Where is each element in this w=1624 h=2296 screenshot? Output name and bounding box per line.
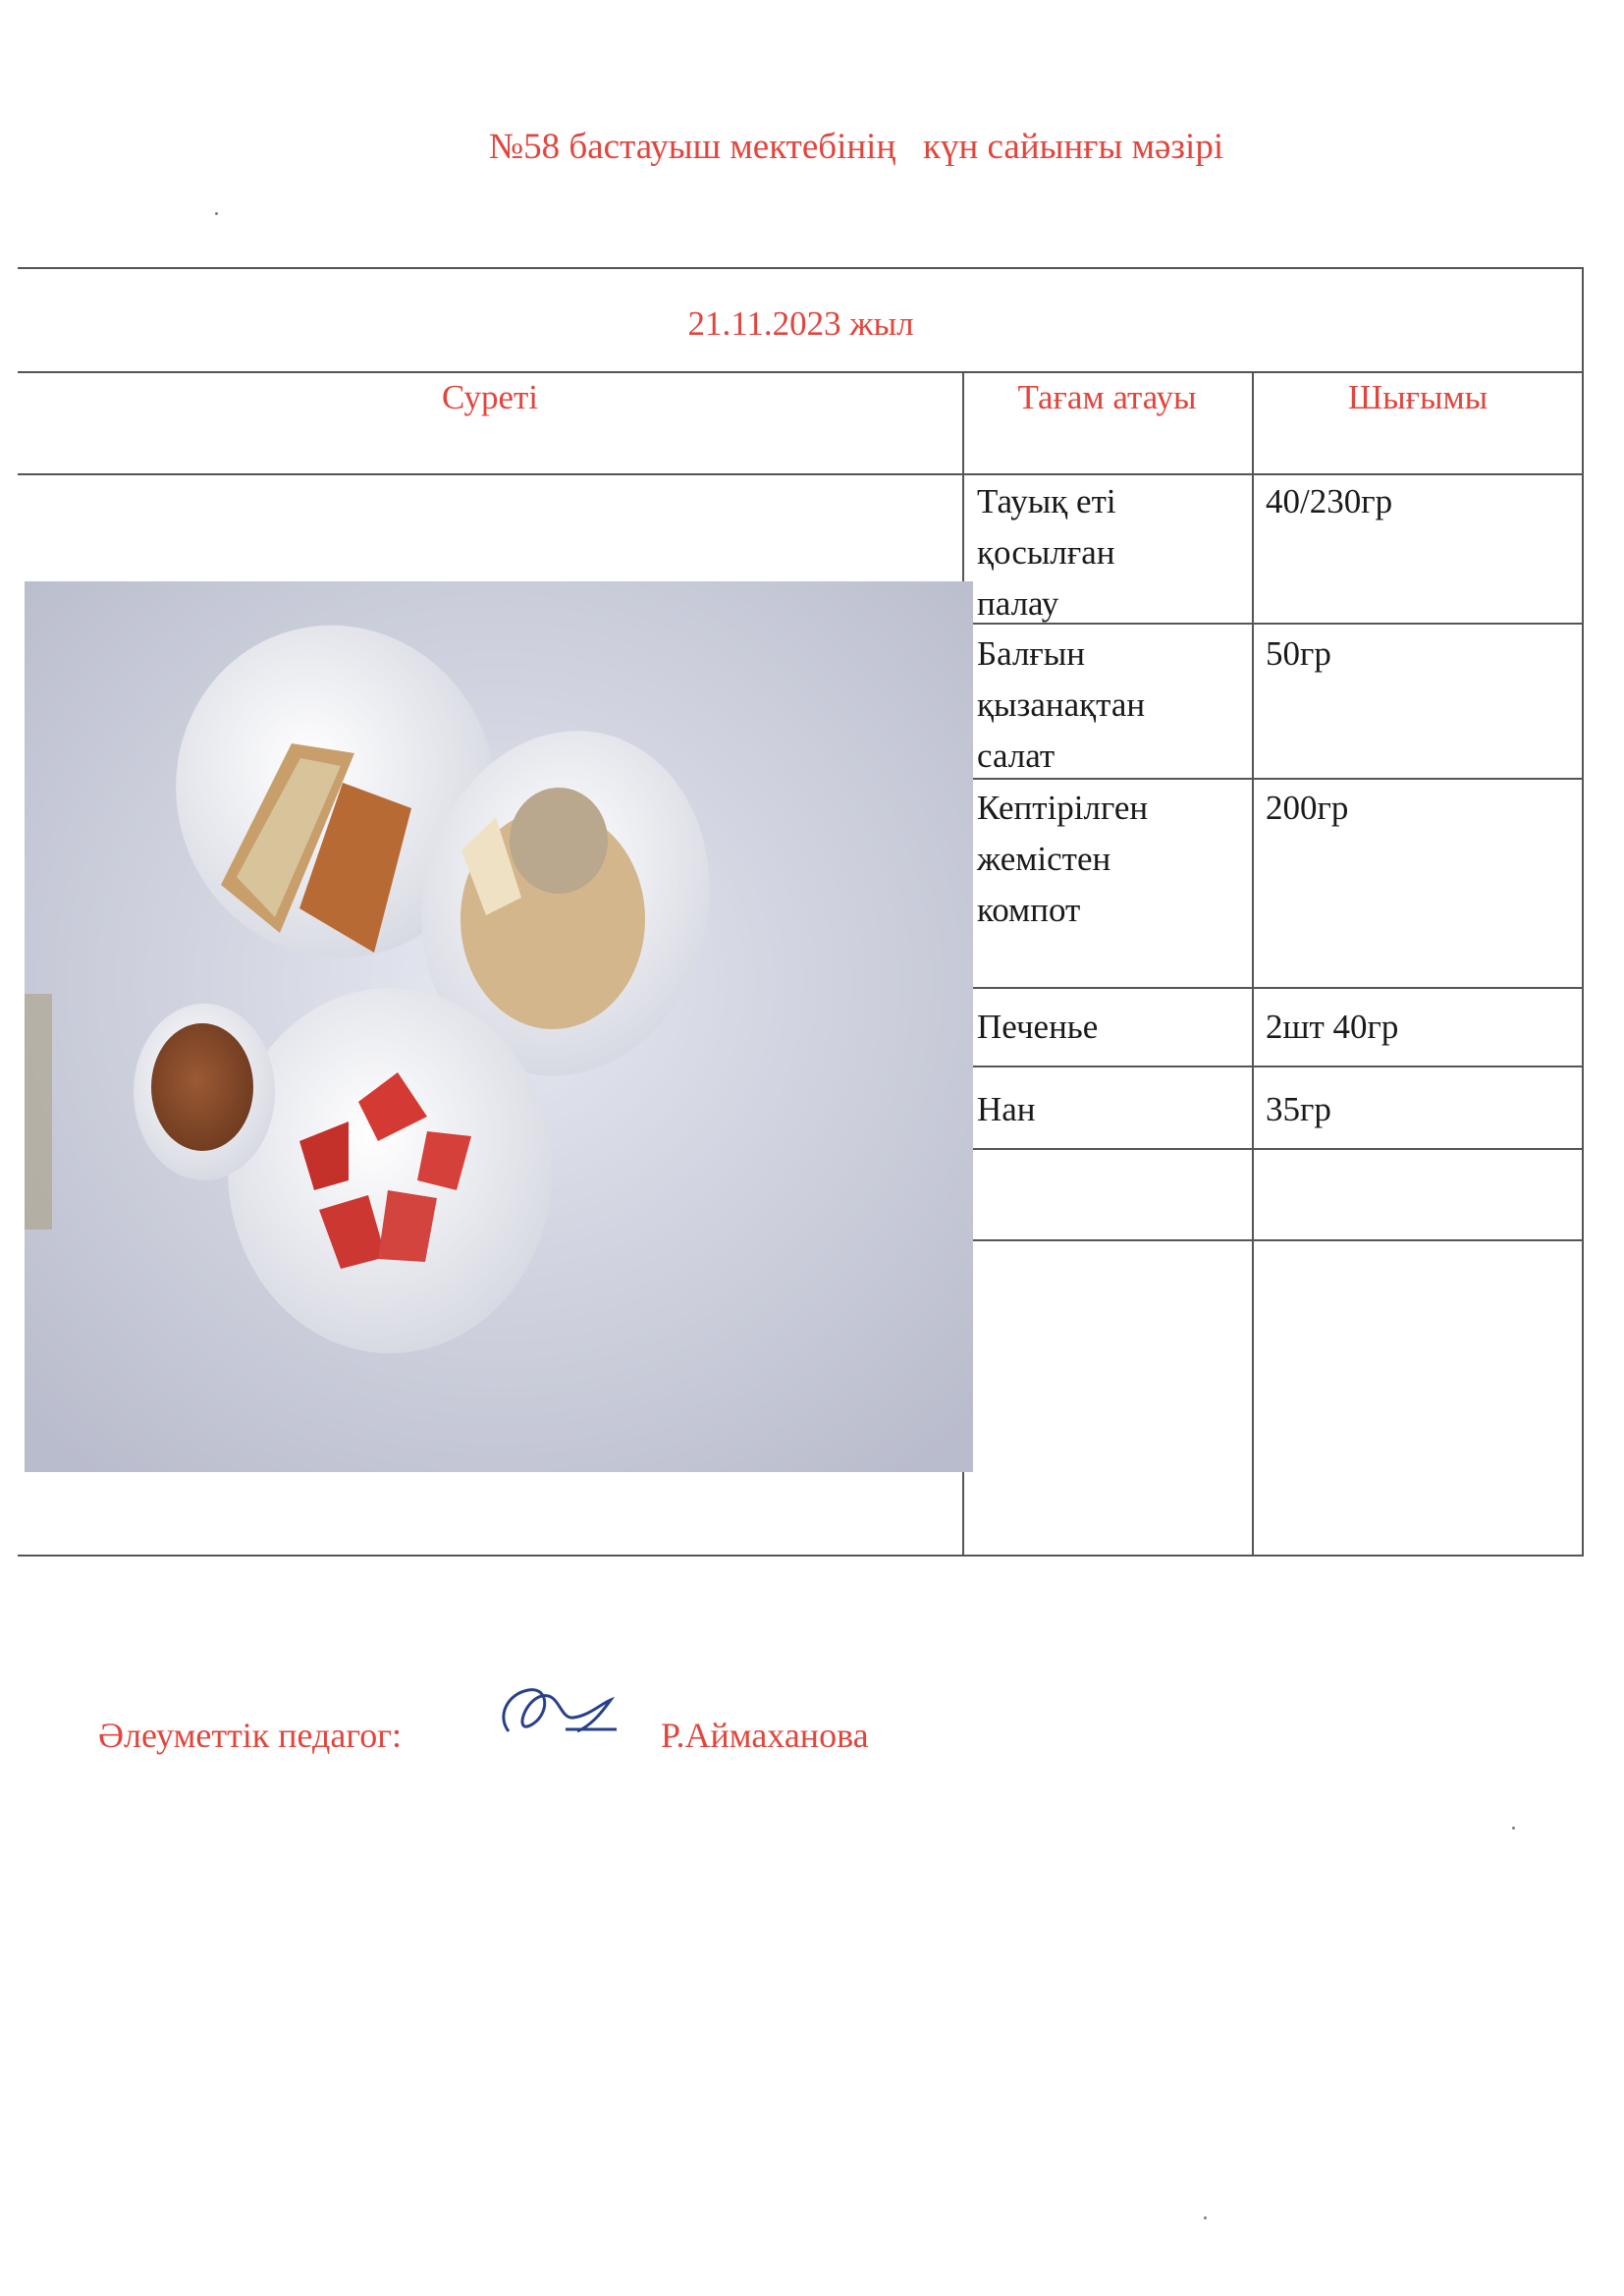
table-border-top	[18, 267, 1584, 269]
dish-name: Нан	[977, 1090, 1036, 1128]
footer-role-label: Әлеуметтік педагог:	[98, 1716, 402, 1755]
header-dish: Тағам атауы	[1017, 378, 1197, 416]
dish-name: Тауық еті қосылған палау	[977, 482, 1116, 623]
table-divider	[963, 1066, 1584, 1067]
table-divider	[963, 1148, 1584, 1150]
header-photo: Суреті	[441, 378, 539, 416]
dish-portion: 35гр	[1266, 1090, 1331, 1128]
table-column-divider	[1252, 371, 1254, 1557]
footer-name: Р.Аймаханова	[661, 1716, 869, 1755]
table-border-right	[1582, 267, 1584, 1557]
table-divider	[18, 473, 1584, 475]
dish-name: Балғын қызанақтан салат	[977, 634, 1146, 775]
page-title: №58 бастауыш мектебінің күн сайынғы мәзірі	[488, 127, 1224, 167]
table-border-bottom	[18, 1555, 1584, 1557]
table-divider	[18, 371, 1584, 373]
dish-name: Печенье	[977, 1008, 1099, 1046]
table-divider	[963, 987, 1584, 989]
meal-photo	[25, 581, 973, 1472]
header-portion: Шығымы	[1347, 378, 1489, 416]
scan-speck	[215, 212, 218, 215]
dish-portion: 200гр	[1266, 789, 1349, 827]
dish-portion: 2шт 40гр	[1266, 1008, 1399, 1046]
scan-speck	[1512, 1827, 1515, 1830]
dish-portion: 40/230гр	[1266, 482, 1393, 520]
table-divider	[963, 1239, 1584, 1241]
scan-speck	[1204, 2216, 1207, 2219]
menu-table	[18, 267, 1584, 1557]
signature	[491, 1674, 628, 1763]
menu-date: 21.11.2023 жыл	[687, 304, 914, 343]
dish-name: Кептірілген жемістен компот	[977, 789, 1149, 929]
dish-portion: 50гр	[1266, 634, 1331, 673]
